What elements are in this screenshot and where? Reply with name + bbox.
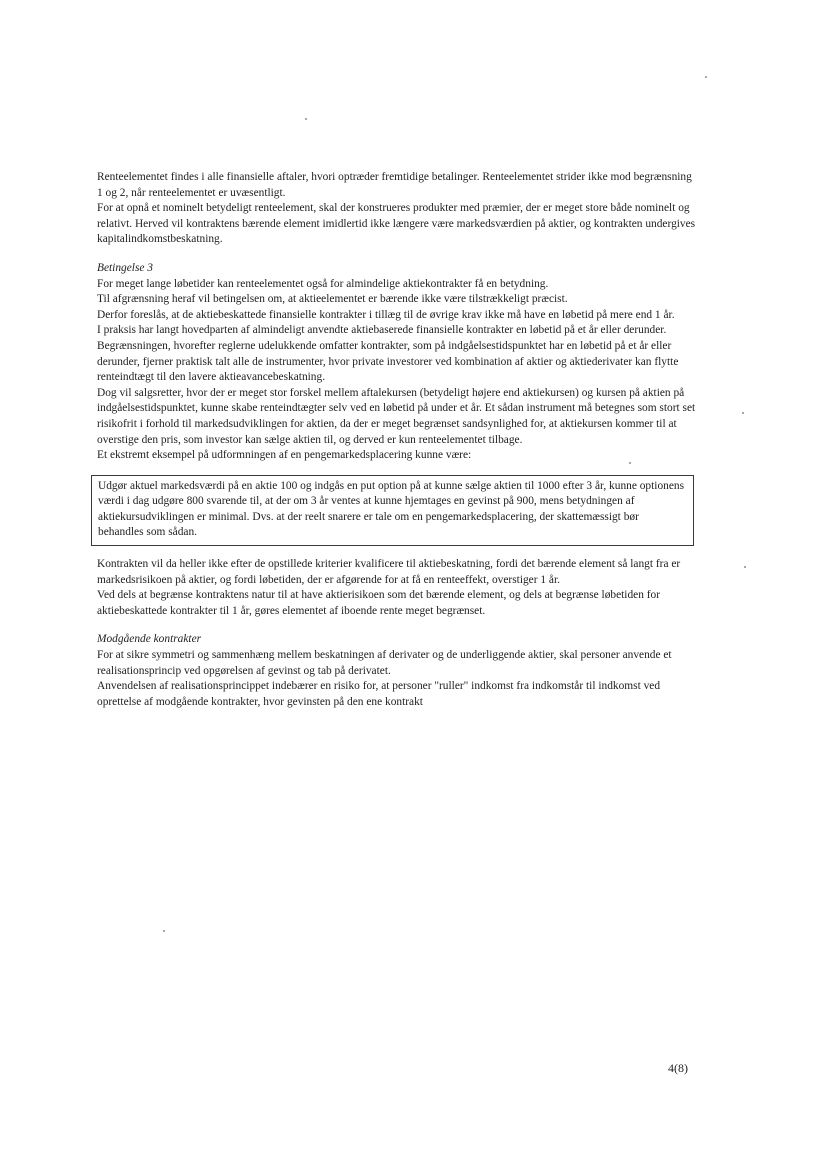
paragraph-kontrakten: Kontrakten vil da heller ikke efter de opstillede kriterier kvalificere til aktiebeskatning, fordi det bærende element så langt fra er markedsrisikoen på aktier, og fordi løbetiden, der er afgørende for at få en renteeffekt, overstiger 1 år. [97, 558, 681, 586]
scan-speck [305, 118, 307, 120]
paragraph-lange-lobetider: For meget lange løbetider kan renteelementet også for almindelige aktiekontrakter få en betydning. [97, 277, 549, 290]
heading-modgaaende-kontrakter: Modgående kontrakter [97, 633, 202, 646]
paragraph-salgsretter: Dog vil salgsretter, hvor der er meget stor forskel mellem aftalekursen (betydeligt højere end aktiekursen) og kursen på aktien på indgåelsestidspunktet, kunne skabe renteindtægter selv ved en løbetid på under et år. Et sådan instrument må betegnes som stort set risikofrit i forhold til markedsudviklingen for aktien, da der er meget begrænset sandsynlighed for, at aktiekursen kommer til at overstige den pris, som investor kan sælge aktien til, og derved er kun renteelementet tilbage. [97, 386, 696, 446]
paragraph-ved-dels: Ved dels at begrænse kontraktens natur til at have aktierisikoen som det bærende element, og dels at begrænse løbetiden for aktiebeskattede kontrakter til 1 år, gøres elementet af iboende rente meget begrænset. [97, 589, 661, 617]
paragraph-ekstremt-eksempel: Et ekstremt eksempel på udformningen af en pengemarkedsplacering kunne være: [97, 449, 472, 462]
paragraph-renteelement: Renteelementet findes i alle finansielle aftaler, hvori optræder fremtidige betalinger. Renteelementet strider ikke mod begrænsning 1 og 2, når renteelementet er uvæsentligt. [97, 171, 692, 199]
document-body [97, 170, 697, 710]
page-number: 4(8) [668, 1061, 688, 1075]
paragraph-symmetri: For at sikre symmetri og sammenhæng mellem beskatningen af derivater og de underliggende aktier, skal personer anvende et realisationsprincip ved opgørelsen af gevinst og tab på derivatet. [97, 649, 672, 677]
paragraph-afgraensning: Til afgrænsning heraf vil betingelsen om, at aktieelementet er bærende ikke være tilstrækkeligt præcist. [97, 293, 568, 306]
scan-speck [742, 412, 744, 414]
example-box: Udgør aktuel markedsværdi på en aktie 100 og indgås en put option på at kunne sælge aktien til 1000 efter 3 år, kunne optionens værdi i dag udgøre 800 svarende til, at der om 3 år ventes at kunne hjemtages en gevinst på 900, mens betydningen af aktiekursudviklingen er minimal. Dvs. at der reelt snarere er tale om en pengemarkedsplacering, der skattemæssigt bør behandles som sådan. [91, 475, 694, 546]
paragraph-derfor-foreslaas: Derfor foreslås, at de aktiebeskattede finansielle kontrakter i tillæg til de øvrige krav ikke må have en løbetid på mere end 1 år. [97, 308, 675, 321]
paragraph-nominelt: For at opnå et nominelt betydeligt renteelement, skal der konstrueres produkter med præmier, der er meget store både nominelt og relativt. Herved vil kontraktens bærende element imidlertid ikke længere være markedsværdien på aktier, og kontrakten undergives kapitalindkomstbeskatning. [97, 202, 696, 246]
scan-speck [163, 930, 165, 932]
paragraph-begraensningen: Begrænsningen, hvorefter reglerne udelukkende omfatter kontrakter, som på indgåelsestidspunktet har en løbetid på et år eller derunder, fjerner praktisk talt alle de instrumenter, hvor private investorer ved kombination af aktier og aktiederivater kan flytte renteindtægt til den lavere aktieavancebeskatning. [97, 339, 679, 384]
paragraph-i-praksis: I praksis har langt hovedparten af almindeligt anvendte aktiebaserede finansielle kontrakter en løbetid på et år eller derunder. [97, 324, 667, 337]
paragraph-realisationsprincip: Anvendelsen af realisationsprincippet indebærer en risiko for, at personer "ruller" indkomst fra indkomstår til indkomst ved oprettelse af modgående kontrakter, hvor gevinsten på den ene kontrakt [97, 680, 661, 708]
scan-speck [744, 566, 746, 568]
heading-betingelse-3: Betingelse 3 [97, 261, 153, 274]
scan-speck [705, 76, 707, 78]
scan-speck [629, 462, 631, 464]
